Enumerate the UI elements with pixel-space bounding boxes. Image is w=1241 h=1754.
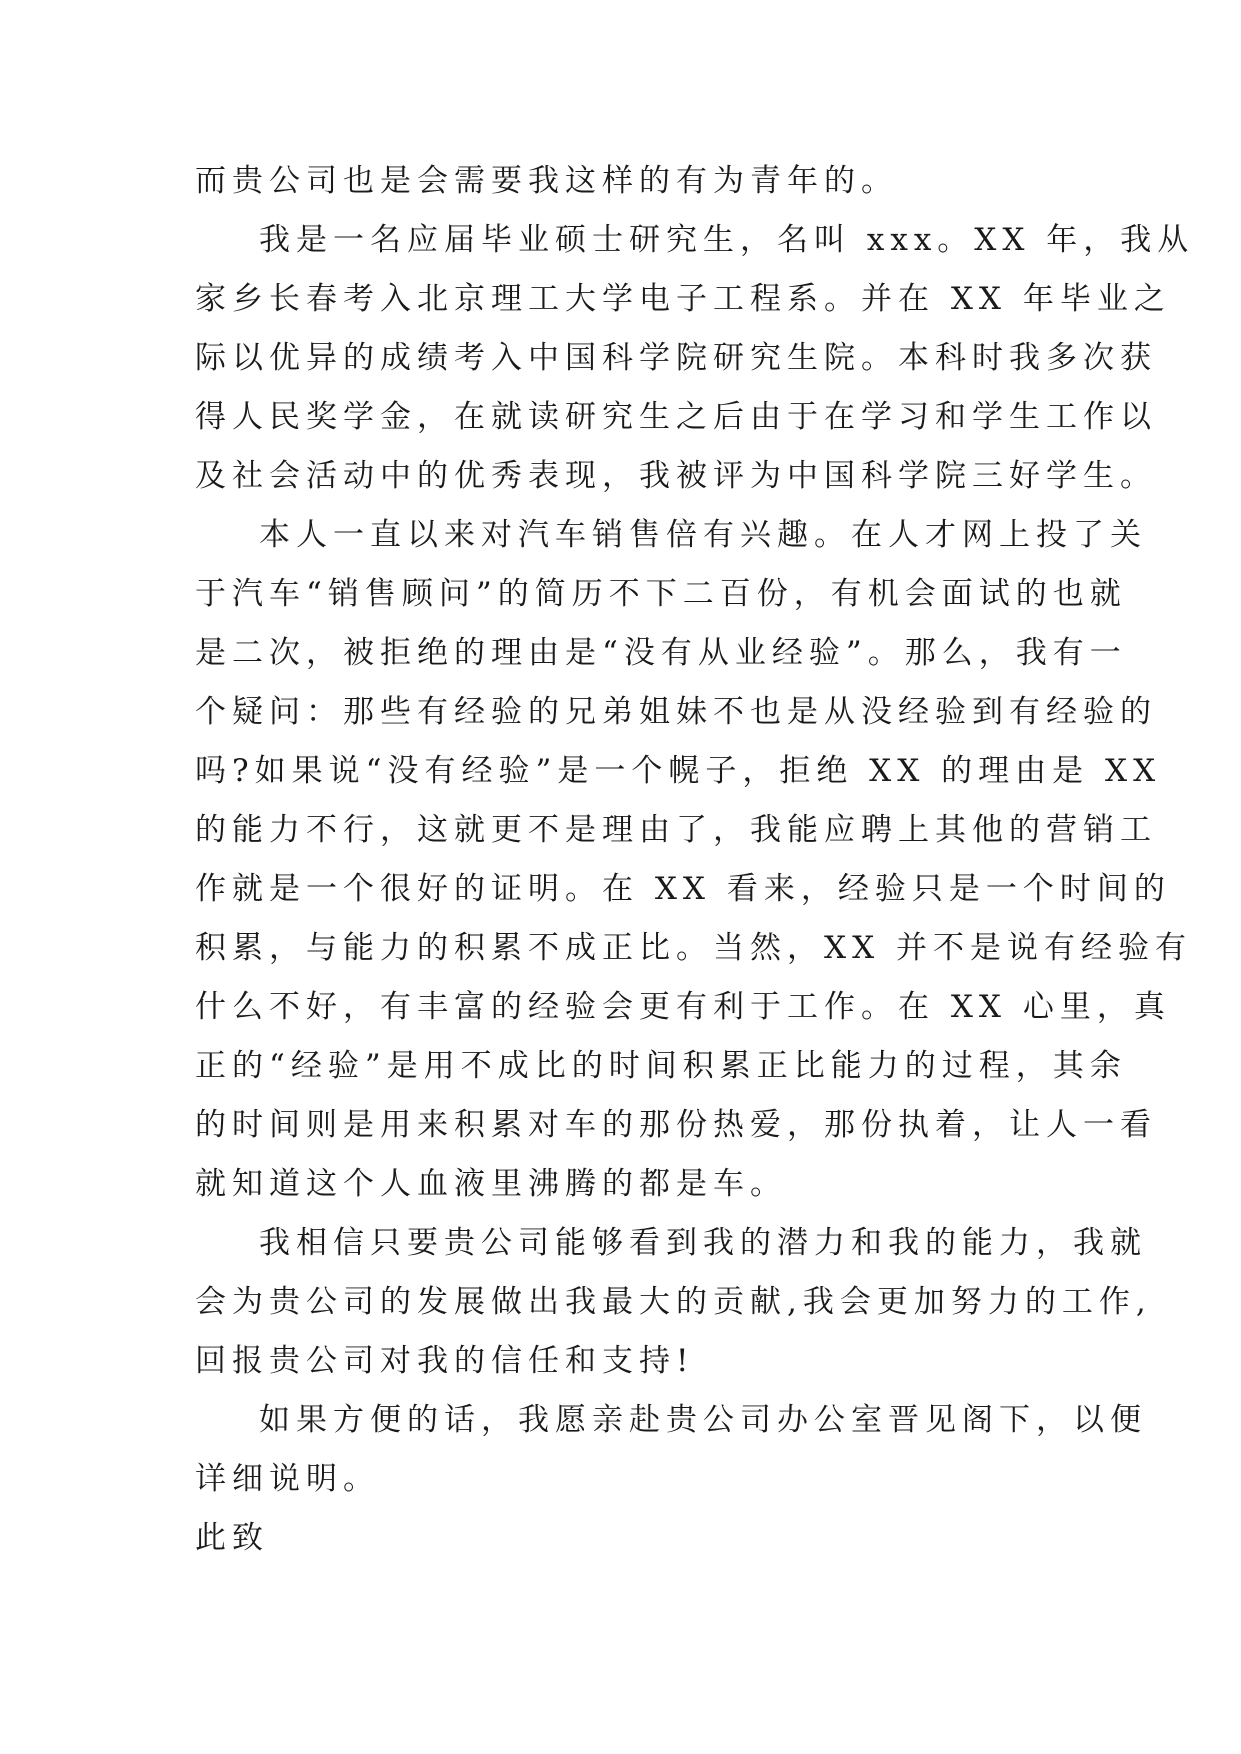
text-line: 于汽车“销售顾问”的简历不下二百份，有机会面试的也就 [195,576,1127,612]
text-line: 的能力不行，这就更不是理由了，我能应聘上其他的营销工 [195,812,1157,848]
letter-body [195,152,1195,1568]
text-line: 际以优异的成绩考入中国科学院研究生院。本科时我多次获 [195,340,1157,376]
text-line: 我是一名应届毕业硕士研究生，名叫 xxx。XX 年，我从 [259,222,1195,258]
text-line: 作就是一个很好的证明。在 XX 看来，经验只是一个时间的 [195,871,1171,907]
text-line: 是二次，被拒绝的理由是“没有从业经验”。那么，我有一 [195,635,1127,671]
text-line: 我相信只要贵公司能够看到我的潜力和我的能力，我就 [259,1225,1147,1261]
closing-salutation: 此致 [195,1520,269,1556]
text-line: 如果方便的话，我愿亲赴贵公司办公室晋见阁下，以便 [259,1402,1147,1438]
text-line: 及社会活动中的优秀表现，我被评为中国科学院三好学生。 [195,458,1157,494]
text-line: 什么不好，有丰富的经验会更有利于工作。在 XX 心里，真 [195,989,1171,1025]
text-line: 吗?如果说“没有经验”是一个幌子，拒绝 XX 的理由是 XX [195,753,1162,789]
text-line: 而贵公司也是会需要我这样的有为青年的。 [195,163,898,199]
text-line: 就知道这个人血液里沸腾的都是车。 [195,1166,787,1202]
text-line: 本人一直以来对汽车销售倍有兴趣。在人才网上投了关 [259,517,1147,553]
text-line: 详细说明。 [195,1461,380,1497]
text-line: 会为贵公司的发展做出我最大的贡献,我会更加努力的工作, [195,1284,1152,1320]
text-line: 得人民奖学金，在就读研究生之后由于在学习和学生工作以 [195,399,1157,435]
text-line: 家乡长春考入北京理工大学电子工程系。并在 XX 年毕业之 [195,281,1171,317]
text-line: 个疑问：那些有经验的兄弟姐妹不也是从没经验到有经验的 [195,694,1157,730]
text-line: 正的“经验”是用不成比的时间积累正比能力的过程，其余 [195,1048,1127,1084]
text-line: 的时间则是用来积累对车的那份热爱，那份执着，让人一看 [195,1107,1157,1143]
text-line: 回报贵公司对我的信任和支持! [195,1343,695,1379]
text-line: 积累，与能力的积累不成正比。当然，XX 并不是说有经验有 [195,930,1192,966]
